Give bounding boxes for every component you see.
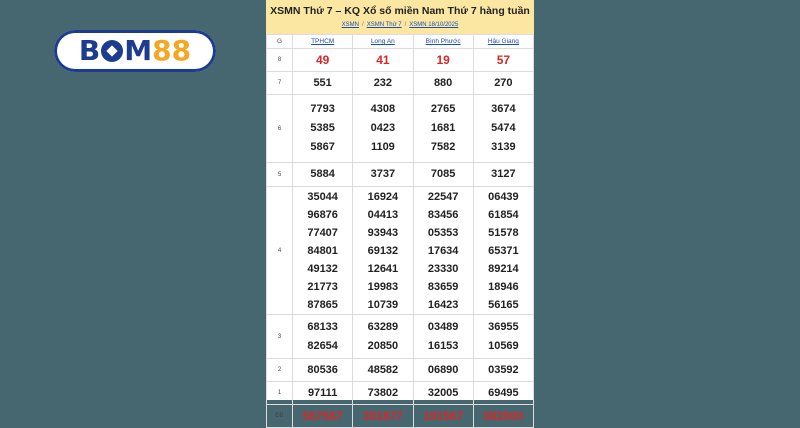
result-number: 5385 bbox=[310, 122, 335, 134]
province-header bbox=[413, 35, 473, 49]
result-number: 77407 bbox=[307, 226, 338, 239]
logo-letter-m: M bbox=[124, 34, 153, 67]
result-number: 7582 bbox=[430, 141, 456, 153]
result-number: 7085 bbox=[430, 168, 456, 180]
prize-label: 4 bbox=[267, 187, 293, 315]
result-cell bbox=[473, 187, 533, 315]
breadcrumb-xsmn-thu7[interactable]: XSMN Thứ 7 bbox=[366, 22, 402, 28]
result-cell bbox=[353, 359, 413, 382]
result-cell bbox=[293, 72, 353, 95]
result-number: 73802 bbox=[367, 386, 399, 399]
prize-label: 6 bbox=[267, 95, 293, 163]
result-cell bbox=[473, 72, 533, 95]
result-number: 12641 bbox=[367, 262, 399, 275]
result-number: 1109 bbox=[370, 141, 395, 153]
prize-row bbox=[267, 72, 534, 95]
prize-label: 8 bbox=[267, 49, 293, 72]
result-number: 32005 bbox=[427, 386, 459, 399]
result-number: 301877 bbox=[362, 408, 403, 423]
breadcrumb-xsmn-date[interactable]: XSMN 18/10/2025 bbox=[409, 22, 459, 28]
result-cell bbox=[293, 359, 353, 382]
prize-label: 3 bbox=[267, 315, 293, 359]
result-number: 97111 bbox=[307, 386, 338, 399]
prize-row bbox=[267, 163, 534, 187]
result-number: 3674 bbox=[491, 103, 516, 115]
logo-letter-b: B bbox=[78, 34, 101, 67]
soccer-ball-icon bbox=[101, 40, 123, 62]
result-number: 21773 bbox=[307, 280, 338, 293]
result-cell bbox=[353, 382, 413, 405]
result-cell bbox=[413, 49, 473, 72]
province-link-binh-phuoc[interactable]: Bình Phước bbox=[425, 38, 461, 45]
logo-text bbox=[78, 34, 192, 67]
province-link-tphcm[interactable]: TPHCM bbox=[311, 38, 335, 45]
result-number: 06439 bbox=[488, 190, 519, 203]
results-header bbox=[266, 0, 534, 34]
result-number: 20850 bbox=[367, 339, 399, 352]
result-number: 87865 bbox=[307, 298, 338, 311]
result-number: 16924 bbox=[367, 190, 399, 203]
result-number: 82654 bbox=[307, 339, 338, 352]
result-number: 36955 bbox=[488, 320, 519, 333]
result-cell bbox=[353, 315, 413, 359]
result-cell bbox=[353, 95, 413, 163]
prize-row bbox=[267, 315, 534, 359]
breadcrumb-xsmn[interactable]: XSMN bbox=[341, 22, 360, 28]
result-number: 48582 bbox=[367, 363, 399, 376]
result-number: 7793 bbox=[310, 103, 335, 115]
result-number: 16153 bbox=[427, 339, 459, 352]
result-number: 19983 bbox=[367, 280, 399, 293]
result-cell bbox=[413, 315, 473, 359]
prize-row bbox=[267, 49, 534, 72]
result-number: 68133 bbox=[307, 320, 338, 333]
result-number: 56165 bbox=[488, 298, 519, 311]
page-title: XSMN Thứ 7 – KQ Xổ số miền Nam Thứ 7 hàng tuần bbox=[270, 5, 530, 17]
result-number: 03592 bbox=[488, 363, 519, 376]
result-number: 5474 bbox=[491, 122, 516, 134]
result-number: 93943 bbox=[367, 226, 399, 239]
result-cell bbox=[353, 49, 413, 72]
result-number: 3127 bbox=[491, 168, 516, 180]
result-cell bbox=[353, 163, 413, 187]
result-cell bbox=[473, 382, 533, 405]
result-number: 35044 bbox=[307, 190, 338, 203]
result-number: 89214 bbox=[488, 262, 519, 275]
result-number: 80536 bbox=[307, 363, 338, 376]
result-cell bbox=[293, 405, 353, 428]
result-number: 0423 bbox=[370, 122, 396, 134]
result-number: 04413 bbox=[367, 208, 399, 221]
prize-row bbox=[267, 382, 534, 405]
result-number: 1681 bbox=[430, 122, 456, 134]
prize-label: ĐB bbox=[267, 405, 293, 428]
table-header-row bbox=[267, 35, 534, 49]
result-number: 51578 bbox=[488, 226, 519, 239]
result-cell bbox=[413, 359, 473, 382]
results-panel bbox=[266, 0, 534, 423]
result-number: 567567 bbox=[302, 408, 343, 423]
province-header bbox=[473, 35, 533, 49]
result-number: 10739 bbox=[367, 298, 399, 311]
result-number: 082000 bbox=[483, 408, 524, 423]
result-cell bbox=[293, 163, 353, 187]
prize-label: 5 bbox=[267, 163, 293, 187]
province-header bbox=[293, 35, 353, 49]
result-number: 4308 bbox=[370, 103, 396, 115]
province-link-long-an[interactable]: Long An bbox=[370, 38, 395, 45]
result-cell bbox=[293, 382, 353, 405]
result-number: 57 bbox=[496, 52, 511, 67]
prize-row bbox=[267, 187, 534, 315]
result-number: 69495 bbox=[488, 386, 519, 399]
prize-row bbox=[267, 405, 534, 428]
result-cell bbox=[353, 405, 413, 428]
result-number: 69132 bbox=[367, 244, 399, 257]
result-cell bbox=[413, 382, 473, 405]
prize-label: 2 bbox=[267, 359, 293, 382]
prize-label: 1 bbox=[267, 382, 293, 405]
result-cell bbox=[353, 72, 413, 95]
result-cell bbox=[413, 72, 473, 95]
prize-row bbox=[267, 95, 534, 163]
result-number: 49 bbox=[315, 52, 330, 67]
prize-column-header: G bbox=[267, 35, 293, 49]
result-number: 270 bbox=[494, 76, 513, 89]
result-number: 232 bbox=[373, 76, 393, 89]
result-cell bbox=[293, 315, 353, 359]
result-cell bbox=[473, 359, 533, 382]
result-number: 41 bbox=[376, 52, 390, 67]
result-number: 83456 bbox=[427, 208, 459, 221]
result-number: 5867 bbox=[310, 141, 335, 153]
result-number: 18946 bbox=[488, 280, 519, 293]
result-cell bbox=[353, 187, 413, 315]
result-number: 5884 bbox=[310, 168, 335, 180]
result-cell bbox=[413, 163, 473, 187]
result-number: 191567 bbox=[423, 408, 464, 423]
results-table bbox=[266, 34, 534, 428]
prize-row bbox=[267, 359, 534, 382]
result-cell bbox=[473, 315, 533, 359]
result-number: 96876 bbox=[307, 208, 338, 221]
result-number: 65371 bbox=[488, 244, 519, 257]
result-cell bbox=[413, 405, 473, 428]
bom88-logo bbox=[54, 30, 216, 72]
province-header bbox=[353, 35, 413, 49]
result-cell bbox=[413, 95, 473, 163]
result-number: 23330 bbox=[427, 262, 459, 275]
result-cell bbox=[473, 49, 533, 72]
result-number: 84801 bbox=[307, 244, 338, 257]
result-number: 3737 bbox=[370, 168, 396, 180]
prize-label: 7 bbox=[267, 72, 293, 95]
result-number: 17634 bbox=[427, 244, 459, 257]
result-number: 63289 bbox=[367, 320, 399, 333]
result-cell bbox=[293, 95, 353, 163]
result-number: 61854 bbox=[488, 208, 519, 221]
result-number: 551 bbox=[313, 76, 332, 89]
result-number: 83659 bbox=[427, 280, 459, 293]
result-cell bbox=[413, 187, 473, 315]
result-number: 06890 bbox=[427, 363, 459, 376]
result-number: 03489 bbox=[427, 320, 459, 333]
result-number: 10569 bbox=[488, 339, 519, 352]
result-number: 05353 bbox=[427, 226, 459, 239]
result-number: 880 bbox=[433, 76, 453, 89]
result-cell bbox=[293, 187, 353, 315]
result-number: 2765 bbox=[430, 103, 456, 115]
result-cell bbox=[473, 95, 533, 163]
result-number: 22547 bbox=[427, 190, 459, 203]
result-cell bbox=[473, 163, 533, 187]
result-number: 16423 bbox=[427, 298, 459, 311]
result-cell bbox=[293, 49, 353, 72]
result-cell bbox=[473, 405, 533, 428]
result-number: 49132 bbox=[307, 262, 338, 275]
province-link-hau-giang[interactable]: Hậu Giang bbox=[487, 38, 519, 45]
breadcrumb: XSMN / XSMN Thứ 7 / XSMN 18/10/2025 bbox=[341, 22, 459, 28]
result-number: 19 bbox=[436, 52, 450, 67]
logo-number: 88 bbox=[152, 34, 192, 67]
result-number: 3139 bbox=[491, 141, 516, 153]
